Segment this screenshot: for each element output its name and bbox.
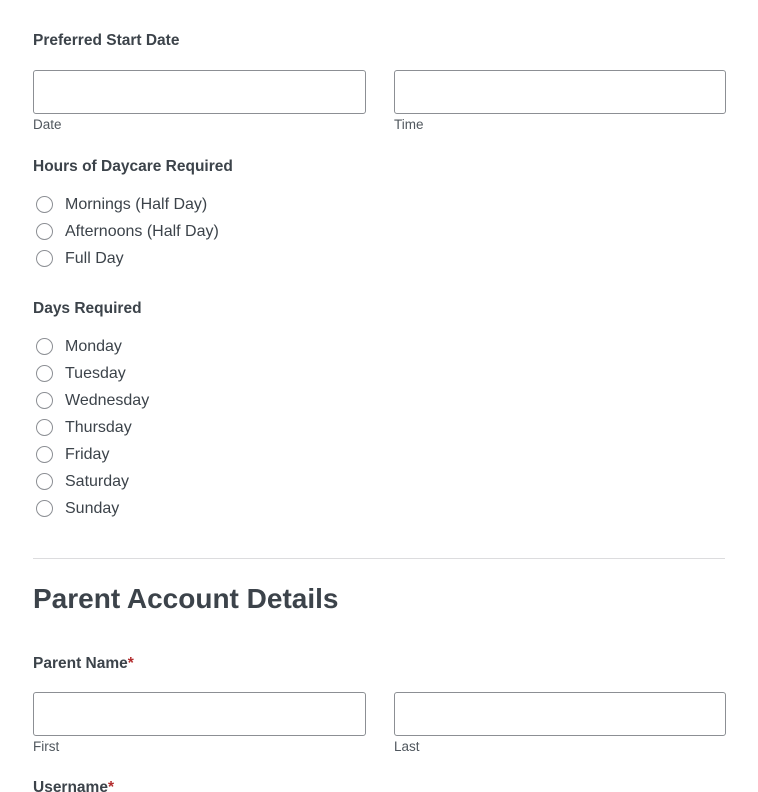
option-label: Saturday (65, 472, 130, 490)
username-label: Username* (33, 779, 114, 792)
required-mark: * (107, 779, 115, 792)
radio-button[interactable] (36, 392, 53, 409)
radio-button[interactable] (36, 446, 53, 463)
time-sublabel: Time (394, 117, 424, 132)
radio-button[interactable] (36, 223, 53, 240)
option-label: Tuesday (65, 364, 126, 382)
section-title: Parent Account Details (33, 583, 339, 614)
hours-option-full-day[interactable] (34, 245, 219, 272)
option-label: Monday (65, 337, 122, 355)
option-label: Sunday (65, 499, 120, 517)
option-label: Full Day (65, 249, 124, 267)
preferred-start-date-label: Preferred Start Date (33, 32, 180, 49)
day-option-friday[interactable] (34, 441, 149, 468)
start-time-input[interactable] (394, 70, 726, 114)
option-label: Thursday (65, 418, 132, 436)
option-label: Mornings (Half Day) (65, 195, 208, 213)
option-label: Friday (65, 445, 110, 463)
day-option-thursday[interactable] (34, 414, 149, 441)
radio-button[interactable] (36, 338, 53, 355)
day-option-wednesday[interactable] (34, 387, 149, 414)
day-option-monday[interactable] (34, 333, 149, 360)
radio-button[interactable] (36, 365, 53, 382)
last-sublabel: Last (394, 739, 420, 754)
hours-option-mornings[interactable] (34, 191, 219, 218)
first-sublabel: First (33, 739, 60, 754)
parent-name-label: Parent Name* (33, 655, 134, 672)
radio-button[interactable] (36, 419, 53, 436)
day-option-saturday[interactable] (34, 468, 149, 495)
days-options (34, 333, 149, 522)
parent-first-name-input[interactable] (33, 692, 366, 736)
hours-option-afternoons[interactable] (34, 218, 219, 245)
day-option-tuesday[interactable] (34, 360, 149, 387)
days-required-label: Days Required (33, 300, 142, 317)
radio-button[interactable] (36, 500, 53, 517)
radio-button[interactable] (36, 473, 53, 490)
day-option-sunday[interactable] (34, 495, 149, 522)
section-divider (33, 558, 725, 559)
hours-required-label: Hours of Daycare Required (33, 158, 233, 175)
option-label: Afternoons (Half Day) (65, 222, 219, 240)
parent-last-name-input[interactable] (394, 692, 726, 736)
radio-button[interactable] (36, 250, 53, 267)
date-sublabel: Date (33, 117, 62, 132)
required-mark: * (127, 655, 134, 672)
radio-button[interactable] (36, 196, 53, 213)
hours-options (34, 191, 219, 272)
option-label: Wednesday (65, 391, 150, 409)
start-date-input[interactable] (33, 70, 366, 114)
